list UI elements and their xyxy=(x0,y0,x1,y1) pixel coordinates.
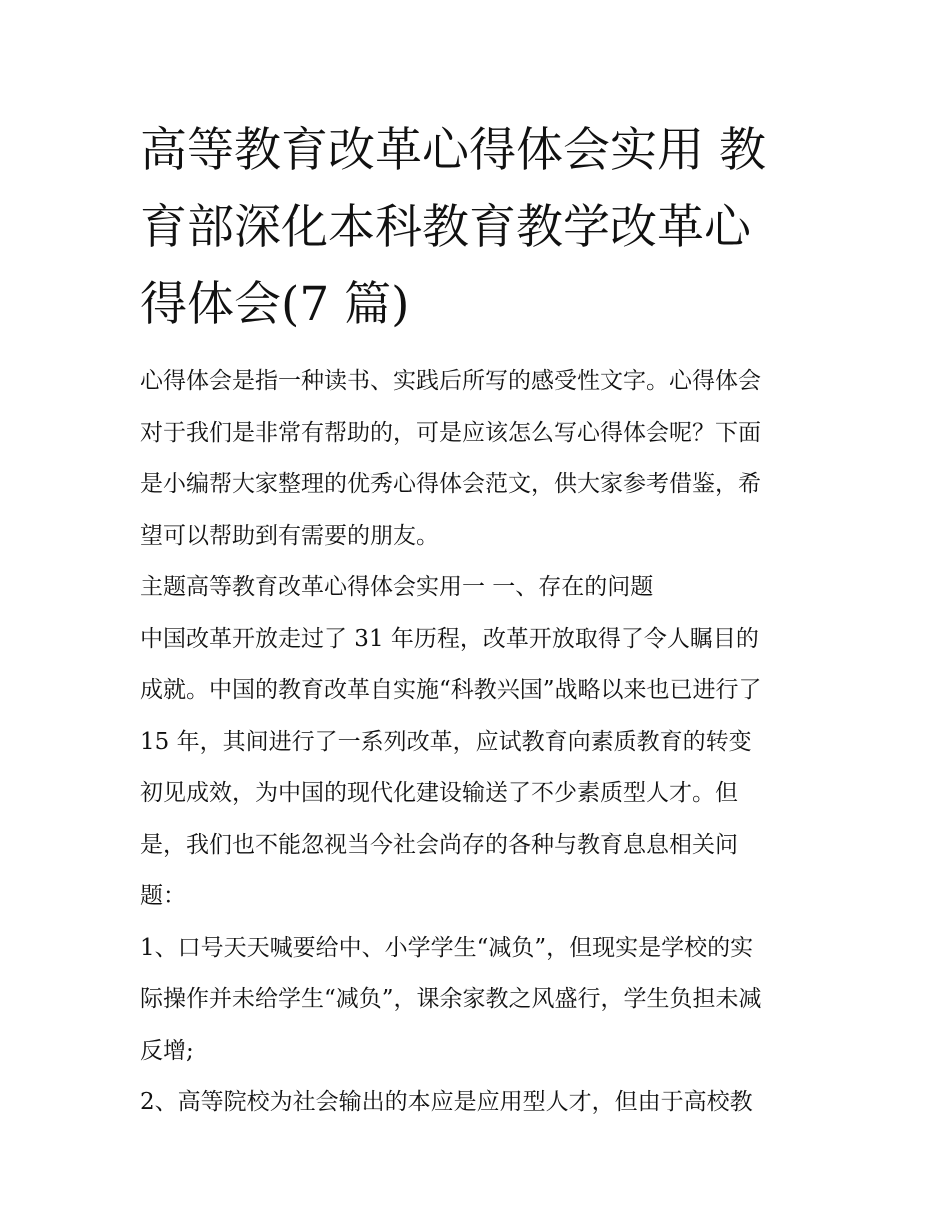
list-item-line: 1、口号天天喊要给中、小学学生“减负”，但现实是学校的实 xyxy=(140,934,754,961)
title-line: 育部深化本科教育教学改革心 xyxy=(140,200,751,255)
list-item-line: 际操作并未给学生“减负”，课余家教之风盛行，学生负担未减 xyxy=(140,986,762,1012)
body-line: 是，我们也不能忽视当今社会尚存的各种与教育息息相关问 xyxy=(140,831,738,858)
document-body xyxy=(140,356,820,1129)
document-title xyxy=(140,112,820,343)
title-line: 高等教育改革心得体会实用 教 xyxy=(140,123,766,178)
list-item-line: 2、高等院校为社会输出的本应是应用型人才，但由于高校教 xyxy=(140,1089,753,1115)
body-line: 题： xyxy=(140,883,186,909)
list-item-line: 反增; xyxy=(140,1037,194,1064)
body-line: 心得体会是指一种读书、实践后所写的感受性文字。心得体会 xyxy=(140,368,761,394)
body-line: 是小编帮大家整理的优秀心得体会范文，供大家参考借鉴，希 xyxy=(140,471,761,497)
title-line: 得体会(7 篇) xyxy=(140,277,410,332)
body-line: 初见成效，为中国的现代化建设输送了不少素质型人才。但 xyxy=(140,780,738,806)
body-line: 中国改革开放走过了 31 年历程，改革开放取得了令人瞩目的 xyxy=(140,625,759,652)
body-line: 望可以帮助到有需要的朋友。 xyxy=(140,522,439,549)
body-line: 对于我们是非常有帮助的，可是应该怎么写心得体会呢？下面 xyxy=(140,419,761,446)
body-line: 成就。中国的教育改革自实施“科教兴国”战略以来也已进行了 xyxy=(140,677,762,703)
section-heading: 主题高等教育改革心得体会实用一 一、存在的问题 xyxy=(140,574,654,600)
body-line: 15 年，其间进行了一系列改革，应试教育向素质教育的转变 xyxy=(140,728,752,755)
